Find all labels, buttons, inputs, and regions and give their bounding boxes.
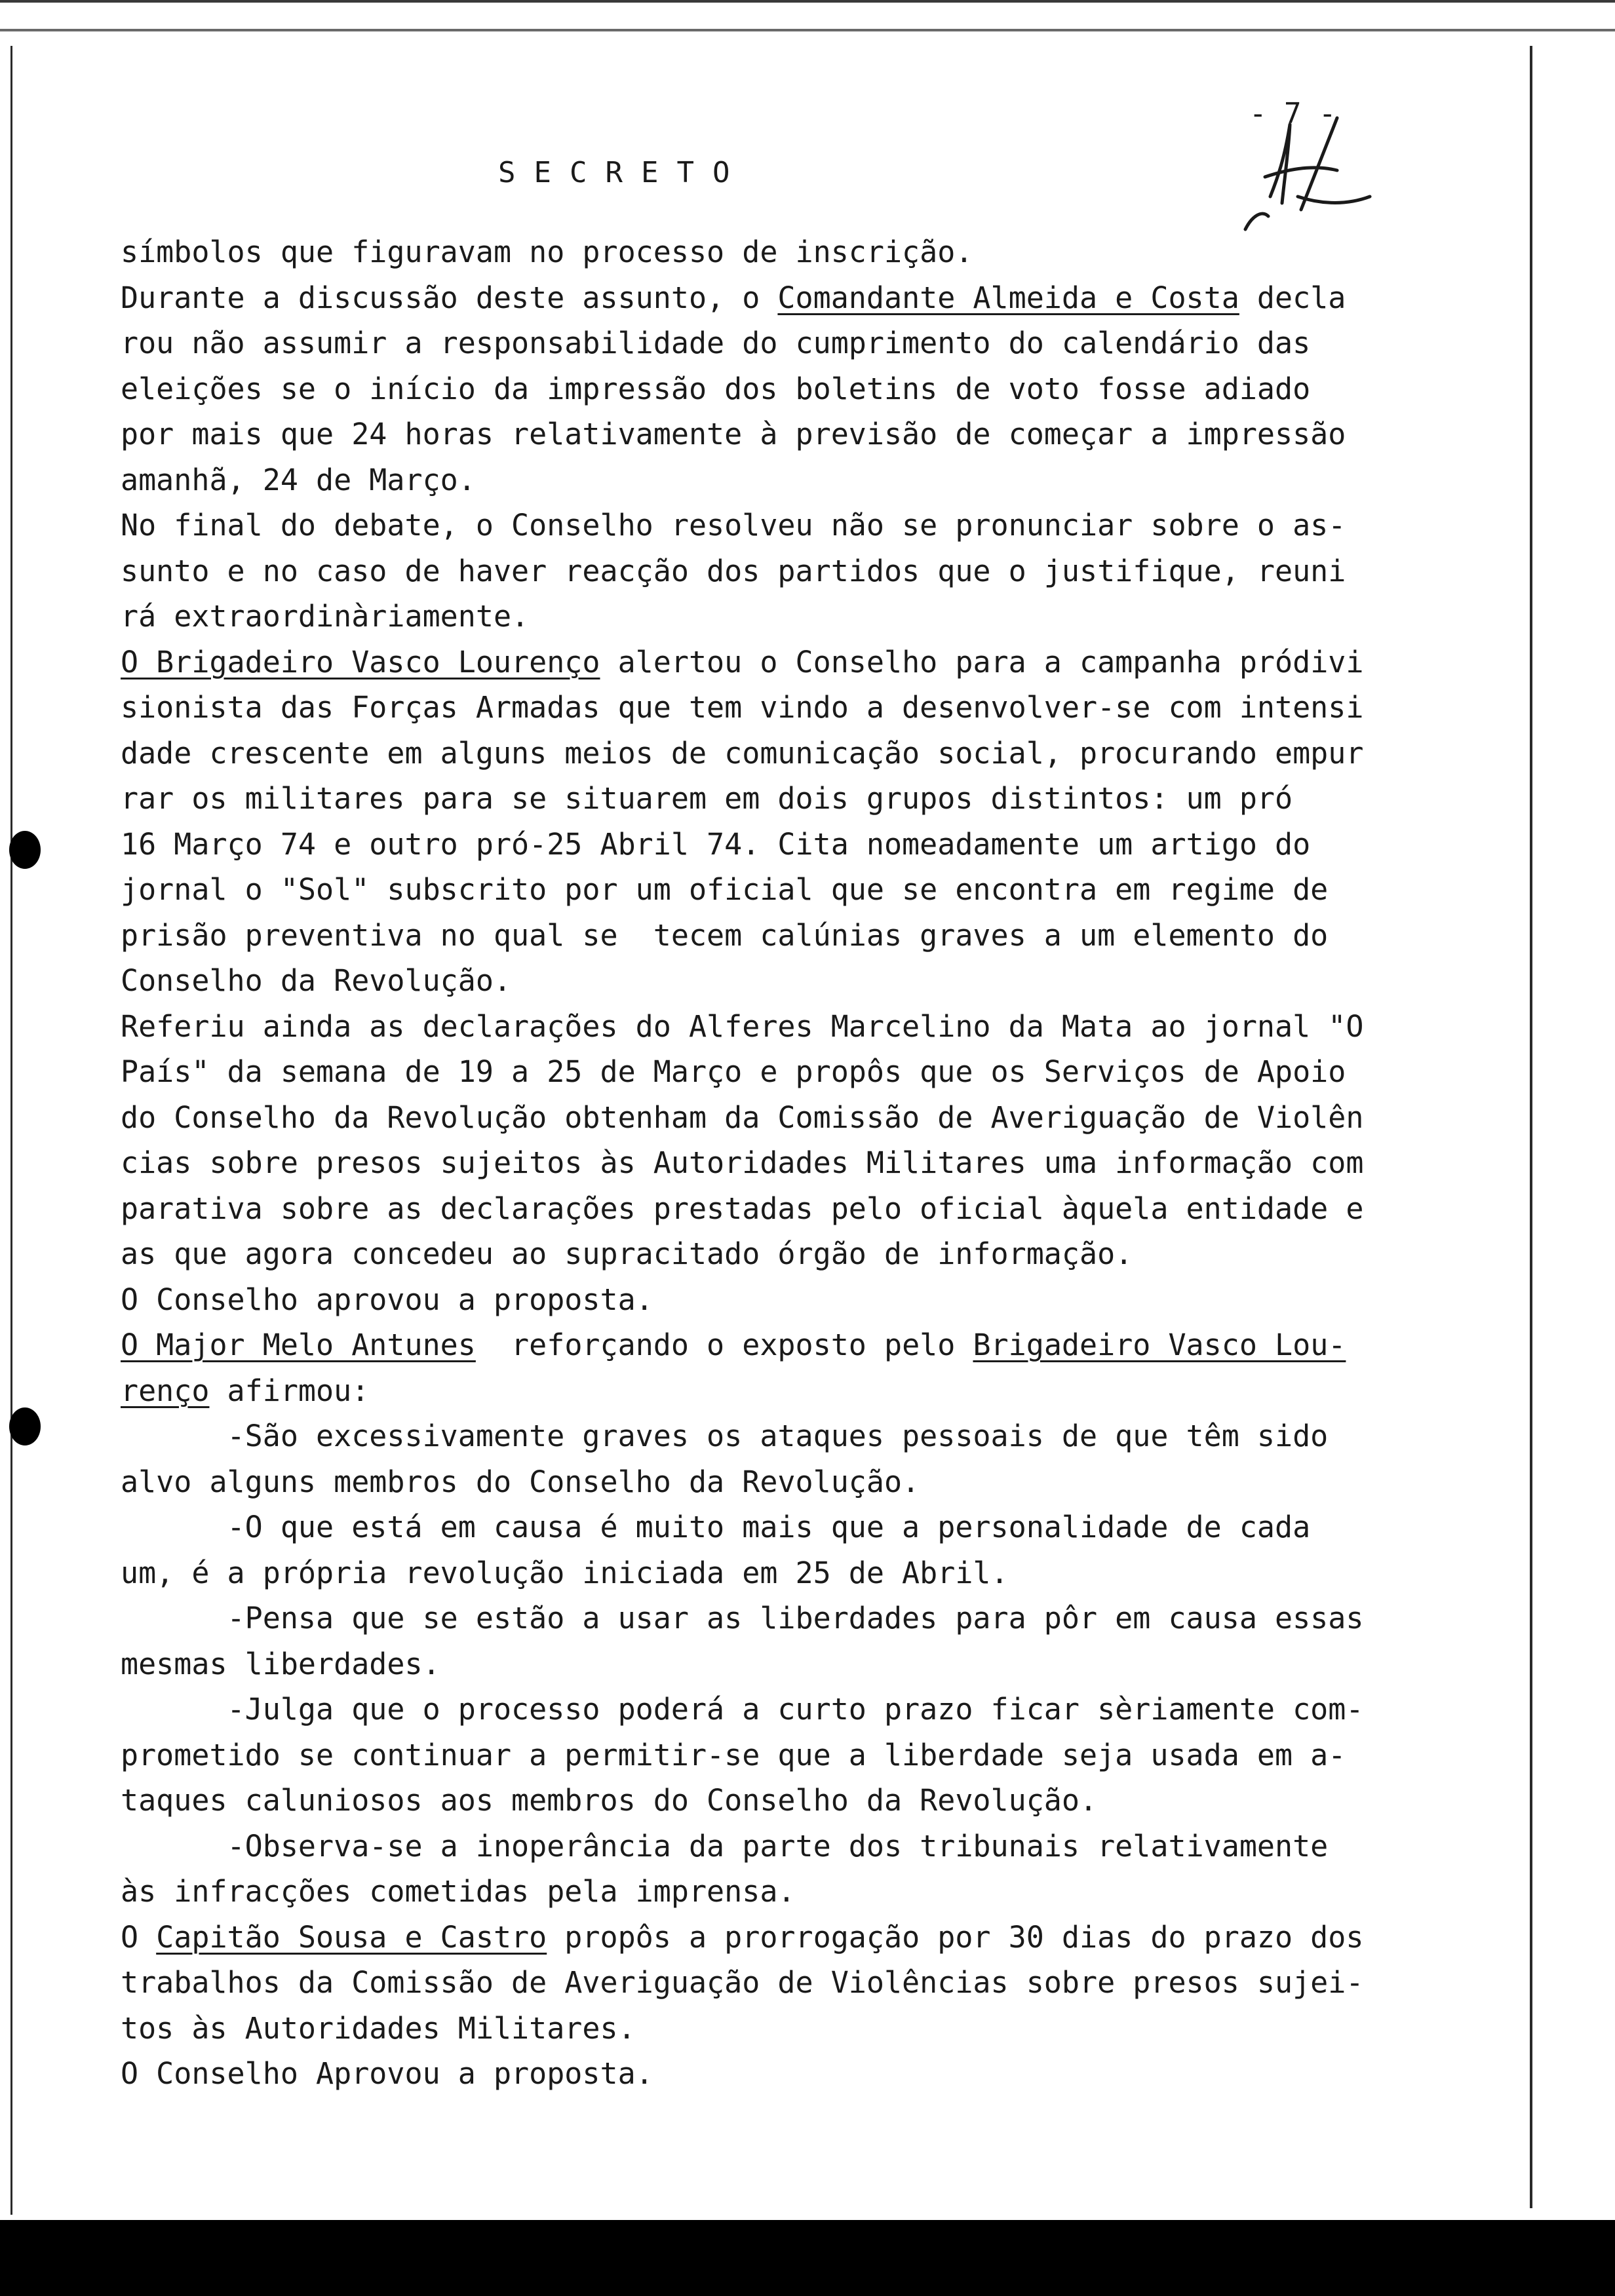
text-segment: 16 Março 74 e outro pró-25 Abril 74. Cita nomeadamente um artigo do [121, 826, 1311, 862]
text-line [121, 457, 1418, 503]
text-segment: -Observa-se a inoperância da parte dos tribunais relativamente [121, 1828, 1329, 1864]
scan-bottom-border [0, 2220, 1615, 2296]
right-edge-line [1530, 46, 1532, 2208]
text-segment: amanhã, 24 de Março. [121, 462, 476, 497]
text-line [121, 275, 1418, 321]
text-line [121, 1641, 1418, 1687]
text-segment: trabalhos da Comissão de Averiguação de Violências sobre presos sujei- [121, 1965, 1364, 2000]
text-line [121, 1960, 1418, 2006]
text-segment: -O que está em causa é muito mais que a personalidade de cada [121, 1510, 1311, 1544]
text-segment: parativa sobre as declarações prestadas pelo oficial àquela entidade e [121, 1191, 1364, 1226]
text-line [121, 411, 1418, 457]
text-segment: sionista das Forças Armadas que tem vindo a desenvolver-se com intensi [121, 690, 1364, 725]
header-classification: SECRETO [498, 156, 749, 189]
text-segment: as que agora concedeu ao supracitado órgão de informação. [121, 1236, 1133, 1271]
text-line [121, 640, 1418, 685]
text-line [121, 548, 1418, 594]
text-segment: por mais que 24 horas relativamente à previsão de começar a impressão [121, 417, 1346, 451]
text-segment: propôs a prorrogação por 30 dias do prazo dos [547, 1919, 1364, 1955]
text-segment: um, é a própria revolução iniciada em 25 de Abril. [121, 1555, 1009, 1590]
text-line [121, 1368, 1418, 1414]
underlined-name: O Major Melo Antunes [121, 1328, 476, 1362]
text-line [121, 822, 1418, 868]
text-segment: reforçando o exposto pelo [475, 1328, 973, 1362]
text-line [121, 1732, 1418, 1778]
text-line [121, 2051, 1418, 2097]
text-line [121, 1095, 1418, 1141]
text-line [121, 320, 1418, 366]
text-segment: Durante a discussão deste assunto, o [121, 280, 778, 315]
underlined-name: Brigadeiro Vasco Lou- [973, 1328, 1346, 1362]
text-segment: às infracções cometidas pela imprensa. [121, 1874, 796, 1909]
text-segment: Referiu ainda as declarações do Alferes Marcelino da Mata ao jornal "O [121, 1008, 1364, 1044]
text-line [121, 2006, 1418, 2052]
text-line [121, 1778, 1418, 1824]
text-segment: -Pensa que se estão a usar as liberdades para pôr em causa essas [121, 1601, 1364, 1636]
text-segment: eleições se o início da impressão dos boletins de voto fosse adiado [121, 371, 1311, 406]
text-line [121, 1687, 1418, 1732]
text-line [121, 1869, 1418, 1915]
text-line [121, 776, 1418, 822]
text-segment: tos às Autoridades Militares. [121, 2010, 636, 2046]
text-segment: do Conselho da Revolução obtenham da Comissão de Averiguação de Violên [121, 1100, 1364, 1135]
punch-hole-top [9, 831, 41, 869]
text-line [121, 594, 1418, 640]
text-line [121, 958, 1418, 1004]
text-line [121, 503, 1418, 548]
text-segment: prometido se continuar a permitir-se que a liberdade seja usada em a- [121, 1737, 1346, 1772]
text-line [121, 1049, 1418, 1095]
text-line [121, 731, 1418, 776]
underlined-name: Comandante Almeida e Costa [777, 280, 1239, 315]
text-segment: O Conselho Aprovou a proposta. [121, 2056, 653, 2091]
text-segment: -São excessivamente graves os ataques pessoais de que têm sido [121, 1419, 1329, 1453]
text-line [121, 1231, 1418, 1277]
text-segment: decla [1239, 280, 1346, 315]
text-segment: prisão preventiva no qual se tecem calúnias graves a um elemento do [121, 917, 1329, 953]
text-line [121, 1186, 1418, 1232]
text-line [121, 1596, 1418, 1641]
text-segment: rou não assumir a responsabilidade do cumprimento do calendário das [121, 326, 1311, 360]
text-line [121, 1277, 1418, 1323]
text-line [121, 366, 1418, 412]
scan-top-border [0, 0, 1615, 46]
punch-hole-bottom [9, 1407, 41, 1445]
text-segment: símbolos que figuravam no processo de inscrição. [121, 235, 973, 269]
text-segment: jornal o "Sol" subscrito por um oficial que se encontra em regime de [121, 872, 1329, 907]
text-line [121, 1915, 1418, 1961]
underlined-name: Capitão Sousa e Castro [156, 1919, 547, 1955]
text-segment: O Conselho aprovou a proposta. [121, 1282, 653, 1317]
underlined-name: renço [121, 1373, 210, 1408]
underlined-name: O Brigadeiro Vasco Lourenço [121, 644, 600, 679]
page-number: - 7 - [1249, 97, 1336, 130]
text-line [121, 867, 1418, 913]
text-line [121, 1322, 1418, 1368]
text-line [121, 1550, 1418, 1596]
text-line [121, 913, 1418, 959]
text-segment: Conselho da Revolução. [121, 963, 512, 998]
text-segment: alvo alguns membros do Conselho da Revolução. [121, 1464, 920, 1499]
text-line [121, 1504, 1418, 1550]
text-segment: afirmou: [209, 1373, 370, 1408]
left-edge-line [10, 46, 12, 2215]
text-line [121, 1413, 1418, 1459]
text-segment: rar os militares para se situarem em dois grupos distintos: um pró [121, 781, 1293, 816]
text-segment: No final do debate, o Conselho resolveu não se pronunciar sobre o as- [121, 508, 1346, 543]
text-segment: dade crescente em alguns meios de comunicação social, procurando empur [121, 735, 1364, 771]
text-line [121, 229, 1418, 275]
text-segment: cias sobre presos sujeitos às Autoridades Militares uma informação com [121, 1145, 1364, 1180]
text-segment: País" da semana de 19 a 25 de Março e propôs que os Serviços de Apoio [121, 1054, 1346, 1089]
document-body [121, 229, 1418, 2097]
text-segment: taques caluniosos aos membros do Conselho da Revolução. [121, 1783, 1098, 1818]
text-line [121, 685, 1418, 731]
text-segment: mesmas liberdades. [121, 1646, 440, 1681]
handwritten-initials [1239, 98, 1396, 249]
text-line [121, 1140, 1418, 1186]
text-line [121, 1459, 1418, 1505]
text-line [121, 1824, 1418, 1869]
text-segment: alertou o Conselho para a campanha pródivi [600, 644, 1364, 679]
text-segment: rá extraordinàriamente. [121, 599, 530, 634]
text-segment: -Julga que o processo poderá a curto prazo ficar sèriamente com- [121, 1692, 1364, 1727]
text-segment: sunto e no caso de haver reacção dos partidos que o justifique, reuni [121, 553, 1346, 588]
text-segment: O [121, 1919, 157, 1955]
text-line [121, 1004, 1418, 1050]
